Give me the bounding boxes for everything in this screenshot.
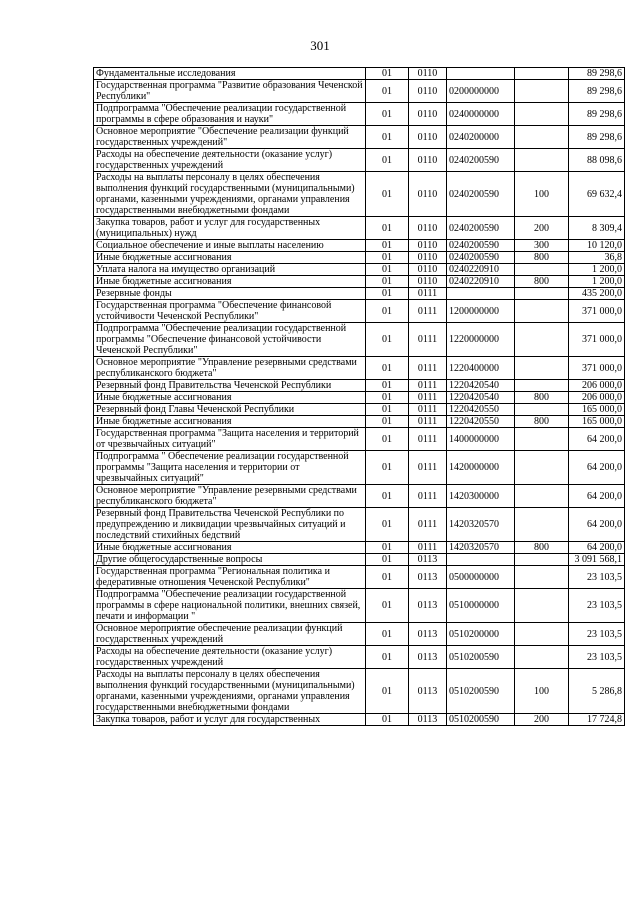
row-name-cell: Фундаментальные исследования [94,68,366,80]
row-amount-cell: 64 200,0 [569,428,625,451]
row-target-article-cell: 0200000000 [447,80,515,103]
row-target-article-cell: 1400000000 [447,428,515,451]
row-amount-cell: 165 000,0 [569,404,625,416]
row-name-cell: Иные бюджетные ассигнования [94,542,366,554]
row-amount-cell: 89 298,6 [569,80,625,103]
row-section-cell: 01 [366,554,409,566]
row-subsection-cell: 0111 [409,404,447,416]
row-subsection-cell: 0113 [409,646,447,669]
row-section-cell: 01 [366,392,409,404]
row-expense-type-cell [515,589,569,623]
row-target-article-cell: 1220420540 [447,380,515,392]
row-target-article-cell: 1420320570 [447,508,515,542]
row-amount-cell: 23 103,5 [569,646,625,669]
row-section-cell: 01 [366,589,409,623]
row-target-article-cell: 1220420540 [447,392,515,404]
row-expense-type-cell: 300 [515,240,569,252]
row-target-article-cell: 0510200590 [447,669,515,714]
row-target-article-cell: 0240200590 [447,172,515,217]
row-amount-cell: 371 000,0 [569,300,625,323]
table-row [94,428,625,451]
row-expense-type-cell: 800 [515,416,569,428]
row-target-article-cell: 0240200590 [447,240,515,252]
row-section-cell: 01 [366,323,409,357]
row-subsection-cell: 0110 [409,240,447,252]
row-section-cell: 01 [366,357,409,380]
row-expense-type-cell [515,508,569,542]
row-amount-cell: 5 286,8 [569,669,625,714]
table-row [94,126,625,149]
row-subsection-cell: 0113 [409,566,447,589]
row-amount-cell: 17 724,8 [569,714,625,726]
row-amount-cell: 89 298,6 [569,103,625,126]
row-expense-type-cell [515,149,569,172]
table-row [94,149,625,172]
row-target-article-cell: 0240200590 [447,149,515,172]
row-target-article-cell [447,554,515,566]
row-amount-cell: 1 200,0 [569,264,625,276]
row-name-cell: Основное мероприятие "Управление резервными средствами республиканского бюджета" [94,357,366,380]
table-row [94,485,625,508]
row-section-cell: 01 [366,566,409,589]
row-subsection-cell: 0110 [409,103,447,126]
row-section-cell: 01 [366,240,409,252]
row-name-cell: Основное мероприятие обеспечение реализации функций государственных учреждений [94,623,366,646]
row-subsection-cell: 0110 [409,172,447,217]
row-subsection-cell: 0110 [409,264,447,276]
row-section-cell: 01 [366,276,409,288]
row-target-article-cell: 0510000000 [447,589,515,623]
row-amount-cell: 69 632,4 [569,172,625,217]
row-subsection-cell: 0110 [409,252,447,264]
table-row [94,669,625,714]
row-target-article-cell: 1220420550 [447,416,515,428]
row-subsection-cell: 0113 [409,623,447,646]
row-name-cell: Иные бюджетные ассигнования [94,276,366,288]
row-name-cell: Резервные фонды [94,288,366,300]
row-subsection-cell: 0110 [409,217,447,240]
table-row [94,392,625,404]
row-target-article-cell: 1220400000 [447,357,515,380]
table-row [94,323,625,357]
row-section-cell: 01 [366,217,409,240]
table-row [94,646,625,669]
row-name-cell: Основное мероприятие "Обеспечение реализации функций государственных учреждений" [94,126,366,149]
row-section-cell: 01 [366,404,409,416]
row-name-cell: Государственная программа "Региональная политика и федеративные отношения Чеченской Республики" [94,566,366,589]
row-section-cell: 01 [366,714,409,726]
table-row [94,566,625,589]
row-section-cell: 01 [366,451,409,485]
row-expense-type-cell: 100 [515,669,569,714]
row-amount-cell: 206 000,0 [569,392,625,404]
row-amount-cell: 88 098,6 [569,149,625,172]
row-subsection-cell: 0111 [409,416,447,428]
row-expense-type-cell [515,323,569,357]
row-name-cell: Расходы на обеспечение деятельности (оказание услуг) государственных учреждений [94,646,366,669]
row-expense-type-cell [515,404,569,416]
row-amount-cell: 89 298,6 [569,126,625,149]
row-target-article-cell: 0240000000 [447,103,515,126]
row-expense-type-cell [515,428,569,451]
row-target-article-cell: 0510200590 [447,714,515,726]
table-row [94,623,625,646]
row-section-cell: 01 [366,485,409,508]
row-name-cell: Государственная программа "Защита населения и территорий от чрезвычайных ситуаций" [94,428,366,451]
row-subsection-cell: 0111 [409,300,447,323]
row-section-cell: 01 [366,252,409,264]
row-subsection-cell: 0113 [409,669,447,714]
row-amount-cell: 64 200,0 [569,451,625,485]
table-row [94,103,625,126]
table-row [94,276,625,288]
row-expense-type-cell [515,126,569,149]
row-expense-type-cell: 200 [515,714,569,726]
row-section-cell: 01 [366,264,409,276]
row-expense-type-cell [515,566,569,589]
row-expense-type-cell [515,554,569,566]
table-row [94,264,625,276]
row-expense-type-cell [515,264,569,276]
row-name-cell: Резервный фонд Главы Чеченской Республики [94,404,366,416]
table-row [94,451,625,485]
row-expense-type-cell: 100 [515,172,569,217]
row-section-cell: 01 [366,80,409,103]
row-subsection-cell: 0111 [409,392,447,404]
row-amount-cell: 371 000,0 [569,323,625,357]
row-subsection-cell: 0111 [409,542,447,554]
row-name-cell: Иные бюджетные ассигнования [94,416,366,428]
row-subsection-cell: 0111 [409,380,447,392]
row-expense-type-cell [515,485,569,508]
row-amount-cell: 36,8 [569,252,625,264]
row-expense-type-cell [515,80,569,103]
table-row [94,217,625,240]
table-row [94,288,625,300]
table-row [94,404,625,416]
table-row [94,416,625,428]
row-amount-cell: 89 298,6 [569,68,625,80]
row-name-cell: Основное мероприятие "Управление резервными средствами республиканского бюджета" [94,485,366,508]
row-expense-type-cell: 200 [515,217,569,240]
row-section-cell: 01 [366,300,409,323]
row-section-cell: 01 [366,149,409,172]
row-subsection-cell: 0111 [409,323,447,357]
table-row [94,554,625,566]
row-target-article-cell: 1220000000 [447,323,515,357]
row-target-article-cell [447,68,515,80]
row-target-article-cell: 0240220910 [447,264,515,276]
row-name-cell: Другие общегосударственные вопросы [94,554,366,566]
row-expense-type-cell [515,357,569,380]
table-row [94,380,625,392]
row-expense-type-cell [515,451,569,485]
row-target-article-cell: 0240200590 [447,217,515,240]
row-target-article-cell: 1220420550 [447,404,515,416]
row-amount-cell: 23 103,5 [569,589,625,623]
row-subsection-cell: 0113 [409,714,447,726]
row-expense-type-cell [515,380,569,392]
row-expense-type-cell: 800 [515,276,569,288]
row-expense-type-cell [515,68,569,80]
table-row [94,542,625,554]
row-section-cell: 01 [366,288,409,300]
row-subsection-cell: 0111 [409,428,447,451]
table-row [94,80,625,103]
table-row [94,240,625,252]
row-subsection-cell: 0113 [409,589,447,623]
row-section-cell: 01 [366,68,409,80]
row-subsection-cell: 0110 [409,80,447,103]
row-subsection-cell: 0111 [409,451,447,485]
page-number: 301 [310,38,330,53]
row-target-article-cell: 0240200000 [447,126,515,149]
table-row [94,172,625,217]
row-subsection-cell: 0111 [409,357,447,380]
row-section-cell: 01 [366,103,409,126]
table-row [94,714,625,726]
row-name-cell: Подпрограмма "Обеспечение реализации государственной программы в сфере национальной политики, внешних связей, печати и информации " [94,589,366,623]
table-row [94,589,625,623]
row-name-cell: Уплата налога на имущество организаций [94,264,366,276]
row-section-cell: 01 [366,508,409,542]
row-target-article-cell: 1200000000 [447,300,515,323]
row-name-cell: Резервный фонд Правительства Чеченской Республики по предупреждению и ликвидации чрезвычайных ситуаций и последствий стихийных бедствий [94,508,366,542]
row-amount-cell: 435 200,0 [569,288,625,300]
row-section-cell: 01 [366,669,409,714]
row-section-cell: 01 [366,172,409,217]
table-row [94,68,625,80]
table-row [94,300,625,323]
row-target-article-cell: 0240200590 [447,252,515,264]
row-name-cell: Расходы на выплаты персоналу в целях обеспечения выполнения функций государственными (муниципальными) органами, казенными учреждениями, органами управления государственными внебюджетными фондами [94,669,366,714]
row-target-article-cell: 0500000000 [447,566,515,589]
row-section-cell: 01 [366,542,409,554]
row-amount-cell: 64 200,0 [569,508,625,542]
row-name-cell: Резервный фонд Правительства Чеченской Республики [94,380,366,392]
row-name-cell: Государственная программа "Развитие образования Чеченской Республики" [94,80,366,103]
row-amount-cell: 10 120,0 [569,240,625,252]
row-subsection-cell: 0110 [409,126,447,149]
row-amount-cell: 165 000,0 [569,416,625,428]
row-section-cell: 01 [366,646,409,669]
row-name-cell: Подпрограмма "Обеспечение реализации государственной программы "Обеспечение финансовой устойчивости Чеченской Республики" [94,323,366,357]
row-target-article-cell: 0240220910 [447,276,515,288]
row-target-article-cell: 1420300000 [447,485,515,508]
row-name-cell: Социальное обеспечение и иные выплаты населению [94,240,366,252]
table-row [94,357,625,380]
table-row [94,508,625,542]
row-amount-cell: 3 091 568,1 [569,554,625,566]
row-expense-type-cell: 800 [515,252,569,264]
row-subsection-cell: 0110 [409,149,447,172]
row-target-article-cell: 1420000000 [447,451,515,485]
row-target-article-cell: 1420320570 [447,542,515,554]
row-subsection-cell: 0111 [409,485,447,508]
row-amount-cell: 206 000,0 [569,380,625,392]
row-amount-cell: 8 309,4 [569,217,625,240]
row-expense-type-cell [515,623,569,646]
row-amount-cell: 1 200,0 [569,276,625,288]
row-expense-type-cell [515,103,569,126]
row-subsection-cell: 0110 [409,68,447,80]
row-section-cell: 01 [366,416,409,428]
row-subsection-cell: 0110 [409,276,447,288]
row-name-cell: Расходы на выплаты персоналу в целях обеспечения выполнения функций государственными (муниципальными) органами, казенными учреждениями, органами управления государственными внебюджетными фондами [94,172,366,217]
table-row [94,252,625,264]
row-amount-cell: 23 103,5 [569,623,625,646]
row-section-cell: 01 [366,623,409,646]
row-expense-type-cell: 800 [515,392,569,404]
row-amount-cell: 64 200,0 [569,485,625,508]
row-name-cell: Иные бюджетные ассигнования [94,392,366,404]
row-name-cell: Закупка товаров, работ и услуг для государственных [94,714,366,726]
row-section-cell: 01 [366,380,409,392]
row-target-article-cell: 0510200590 [447,646,515,669]
row-expense-type-cell [515,646,569,669]
row-subsection-cell: 0113 [409,554,447,566]
row-name-cell: Подпрограмма " Обеспечение реализации государственной программы "Защита населения и территории от чрезвычайных ситуаций" [94,451,366,485]
row-name-cell: Иные бюджетные ассигнования [94,252,366,264]
row-expense-type-cell: 800 [515,542,569,554]
row-subsection-cell: 0111 [409,508,447,542]
row-amount-cell: 23 103,5 [569,566,625,589]
row-subsection-cell: 0111 [409,288,447,300]
row-amount-cell: 371 000,0 [569,357,625,380]
row-name-cell: Государственная программа "Обеспечение финансовой устойчивости Чеченской Республики" [94,300,366,323]
row-amount-cell: 64 200,0 [569,542,625,554]
row-name-cell: Закупка товаров, работ и услуг для государственных (муниципальных) нужд [94,217,366,240]
row-expense-type-cell [515,300,569,323]
row-target-article-cell [447,288,515,300]
row-expense-type-cell [515,288,569,300]
table-body [94,68,625,726]
row-name-cell: Расходы на обеспечение деятельности (оказание услуг) государственных учреждений [94,149,366,172]
row-section-cell: 01 [366,126,409,149]
row-target-article-cell: 0510200000 [447,623,515,646]
budget-table [93,67,625,726]
row-section-cell: 01 [366,428,409,451]
row-name-cell: Подпрограмма "Обеспечение реализации государственной программы в сфере образования и науки" [94,103,366,126]
